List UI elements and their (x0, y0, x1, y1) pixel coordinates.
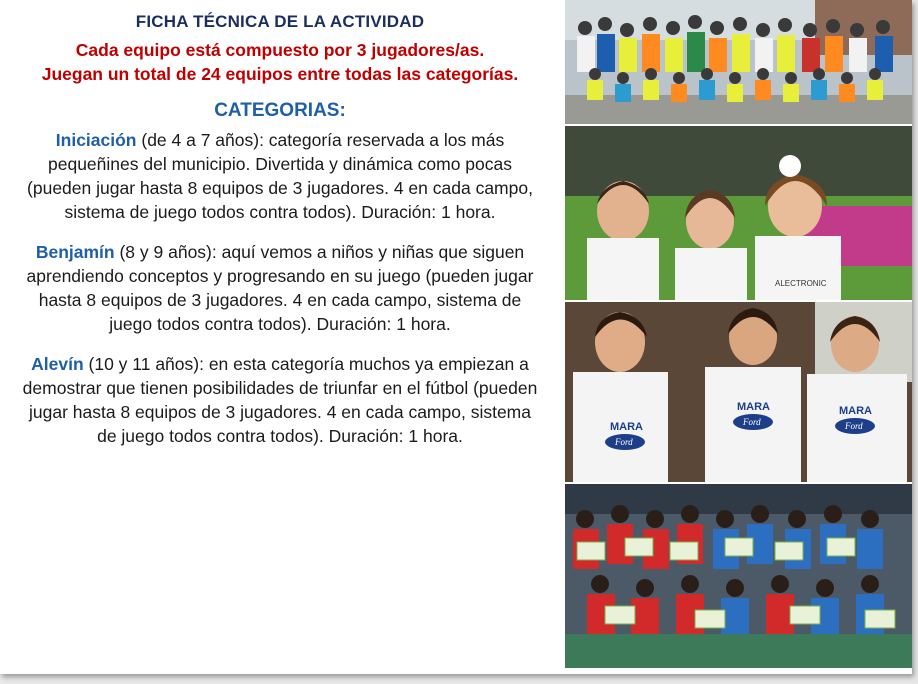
category-name: Iniciación (55, 130, 137, 150)
shirt-logo-text: Ford (615, 437, 633, 447)
category-name: Benjamín (35, 242, 115, 262)
shirt-logo-text: Ford (743, 417, 761, 427)
shirt-brand-text: MARA (839, 405, 872, 417)
shirt-logo-text: Ford (845, 421, 863, 431)
intro-line-2: Juegan un total de 24 equipos entre todas las categorías. (41, 64, 519, 84)
category-description: (de 4 a 7 años): categoría reservada a los más pequeñines del municipio. Divertida y dinámica como pocas (pueden jugar hasta 8 equipos de 3 jugadores. 4 en cada campo, sistema de juego todos contra todos). Duración: 1 hora. (27, 130, 533, 222)
shirt-brand-text: MARA (737, 401, 770, 413)
iniciacion-kids-photo (565, 126, 912, 300)
category-alevin (20, 352, 540, 448)
benjamin-kids-photo (565, 302, 912, 482)
shirt-brand-text: MARA (610, 421, 643, 433)
category-iniciacion (20, 128, 540, 224)
photo-column (565, 0, 912, 674)
category-description: (10 y 11 años): en esta categoría muchos ya empiezan a demostrar que tienen posibilidades de triunfar en el fútbol (pueden jugar hasta 8 equipos de 3 jugadores. 4 en cada campo, sistema de juego todos contra todos). Duración: 1 hora. (22, 354, 538, 446)
intro-line-1: Cada equipo está compuesto por 3 jugadores/as. (75, 40, 485, 60)
category-name: Alevín (31, 354, 84, 374)
category-benjamin (20, 240, 540, 336)
text-column (20, 12, 540, 464)
categories-heading: CATEGORIAS: (214, 100, 346, 121)
shirt-sponsor-text: ALECTRONIC (775, 279, 827, 288)
alevin-team-photo (565, 484, 912, 668)
slide-title: FICHA TÉCNICA DE LA ACTIVIDAD (135, 12, 425, 31)
group-photo-outdoor (565, 0, 912, 124)
category-description: (8 y 9 años): aquí vemos a niños y niñas que siguen aprendiendo conceptos y progresando en su juego (pueden jugar hasta 8 equipos de 3 jugadores. 4 en cada campo, sistema de juego todos contra todos). Duración: 1 hora. (26, 242, 534, 334)
